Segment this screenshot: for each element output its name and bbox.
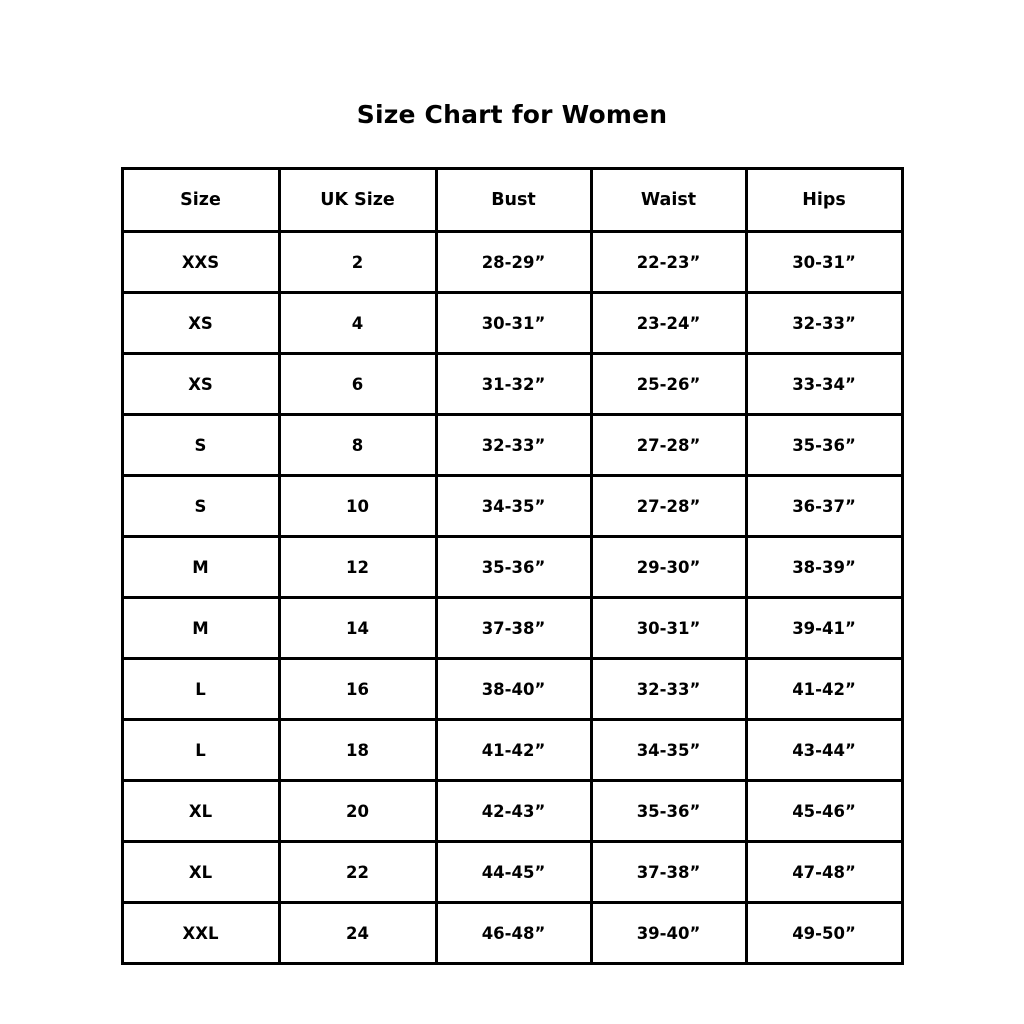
cell-waist: 27-28” [591,415,746,476]
cell-bust: 30-31” [436,293,591,354]
cell-uk-size: 22 [279,842,436,903]
cell-waist: 34-35” [591,720,746,781]
size-chart-table [121,167,904,965]
cell-size: L [122,659,279,720]
cell-waist: 22-23” [591,232,746,293]
table-header [122,169,902,232]
cell-waist: 27-28” [591,476,746,537]
table-row [122,232,902,293]
cell-uk-size: 18 [279,720,436,781]
cell-hips: 38-39” [746,537,902,598]
cell-size: S [122,476,279,537]
table-row [122,842,902,903]
cell-bust: 37-38” [436,598,591,659]
cell-uk-size: 12 [279,537,436,598]
cell-hips: 41-42” [746,659,902,720]
cell-size: XL [122,781,279,842]
cell-hips: 33-34” [746,354,902,415]
cell-hips: 30-31” [746,232,902,293]
cell-uk-size: 6 [279,354,436,415]
cell-bust: 42-43” [436,781,591,842]
cell-hips: 36-37” [746,476,902,537]
cell-uk-size: 8 [279,415,436,476]
cell-size: XS [122,354,279,415]
column-header-uk-size: UK Size [279,169,436,232]
table-body [122,232,902,964]
cell-hips: 32-33” [746,293,902,354]
cell-waist: 23-24” [591,293,746,354]
cell-hips: 39-41” [746,598,902,659]
cell-uk-size: 20 [279,781,436,842]
cell-size: L [122,720,279,781]
cell-bust: 35-36” [436,537,591,598]
column-header-bust: Bust [436,169,591,232]
cell-size: XS [122,293,279,354]
table-row [122,659,902,720]
table-row [122,476,902,537]
table-row [122,293,902,354]
cell-bust: 38-40” [436,659,591,720]
cell-hips: 43-44” [746,720,902,781]
cell-waist: 39-40” [591,903,746,964]
column-header-waist: Waist [591,169,746,232]
cell-uk-size: 14 [279,598,436,659]
cell-bust: 44-45” [436,842,591,903]
table-header-row [122,169,902,232]
cell-bust: 34-35” [436,476,591,537]
table-row [122,415,902,476]
cell-waist: 30-31” [591,598,746,659]
table-row [122,537,902,598]
cell-waist: 35-36” [591,781,746,842]
table-row [122,903,902,964]
cell-waist: 32-33” [591,659,746,720]
cell-size: M [122,598,279,659]
table-row [122,720,902,781]
cell-uk-size: 10 [279,476,436,537]
cell-size: XXS [122,232,279,293]
page-title: Size Chart for Women [356,100,668,129]
cell-hips: 35-36” [746,415,902,476]
cell-uk-size: 24 [279,903,436,964]
cell-hips: 45-46” [746,781,902,842]
cell-uk-size: 2 [279,232,436,293]
size-chart-table-wrapper [121,167,904,965]
cell-size: XL [122,842,279,903]
table-row [122,781,902,842]
cell-bust: 31-32” [436,354,591,415]
cell-uk-size: 4 [279,293,436,354]
cell-hips: 49-50” [746,903,902,964]
cell-bust: 32-33” [436,415,591,476]
cell-uk-size: 16 [279,659,436,720]
cell-size: M [122,537,279,598]
table-row [122,598,902,659]
cell-waist: 37-38” [591,842,746,903]
cell-bust: 28-29” [436,232,591,293]
cell-size: XXL [122,903,279,964]
cell-waist: 29-30” [591,537,746,598]
cell-bust: 46-48” [436,903,591,964]
column-header-size: Size [122,169,279,232]
cell-bust: 41-42” [436,720,591,781]
cell-size: S [122,415,279,476]
column-header-hips: Hips [746,169,902,232]
table-row [122,354,902,415]
cell-hips: 47-48” [746,842,902,903]
cell-waist: 25-26” [591,354,746,415]
